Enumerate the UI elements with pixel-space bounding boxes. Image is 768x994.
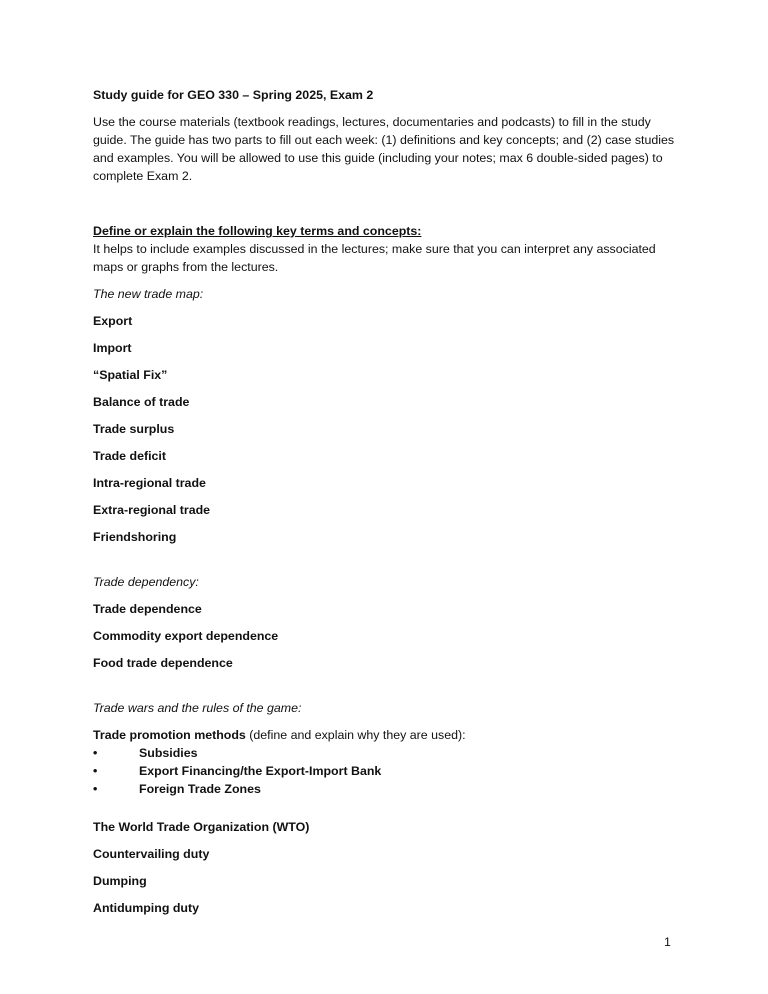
bullet-text: Subsidies <box>139 746 198 760</box>
bullet-text: Foreign Trade Zones <box>139 782 261 796</box>
term-countervailing-duty: Countervailing duty <box>93 847 210 861</box>
term-friendshoring: Friendshoring <box>93 530 177 544</box>
subhead-trade-map: The new trade map: <box>93 287 204 301</box>
term-trade-dependence: Trade dependence <box>93 602 202 616</box>
trade-promotion-note: (define and explain why they are used): <box>245 728 466 742</box>
term-extra-regional-trade: Extra-regional trade <box>93 503 211 517</box>
page-number: 1 <box>664 935 671 949</box>
section-note: It helps to include examples discussed in the lectures; make sure that you can interpret any associated maps or graphs from the lectures. <box>93 242 656 274</box>
page-content <box>93 86 683 926</box>
bullet-text: Export Financing/the Export-Import Bank <box>139 764 382 778</box>
spacer <box>93 681 683 699</box>
trade-promotion-line <box>93 726 683 744</box>
term-dumping: Dumping <box>93 874 147 888</box>
term-antidumping-duty: Antidumping duty <box>93 901 199 915</box>
term-intra-regional-trade: Intra-regional trade <box>93 476 206 490</box>
subhead-trade-dependency: Trade dependency: <box>93 575 199 589</box>
spacer <box>93 555 683 573</box>
bullet-icon: • <box>93 746 98 760</box>
term-food-trade-dependence: Food trade dependence <box>93 656 233 670</box>
bullet-list <box>93 744 683 798</box>
bullet-icon: • <box>93 782 98 796</box>
term-trade-surplus: Trade surplus <box>93 422 175 436</box>
term-balance-of-trade: Balance of trade <box>93 395 190 409</box>
section-heading: Define or explain the following key terms and concepts: <box>93 224 422 238</box>
document-title: Study guide for GEO 330 – Spring 2025, Exam 2 <box>93 88 374 102</box>
list-item <box>93 744 683 762</box>
term-spatial-fix: “Spatial Fix” <box>93 368 168 382</box>
subhead-trade-wars: Trade wars and the rules of the game: <box>93 701 302 715</box>
term-export: Export <box>93 314 133 328</box>
term-import: Import <box>93 341 132 355</box>
list-item <box>93 762 683 780</box>
term-trade-promotion-methods: Trade promotion methods <box>93 728 246 742</box>
term-commodity-export-dependence: Commodity export dependence <box>93 629 279 643</box>
bullet-icon: • <box>93 764 98 778</box>
term-wto: The World Trade Organization (WTO) <box>93 820 310 834</box>
term-trade-deficit: Trade deficit <box>93 449 166 463</box>
intro-paragraph: Use the course materials (textbook readings, lectures, documentaries and podcasts) to fill in the study guide. The guide has two parts to fill out each week: (1) definitions and key concepts; and (2) case studies and examples. You will be allowed to use this guide (including your notes; max 6 double-sided pages) to complete Exam 2. <box>93 115 675 183</box>
list-item <box>93 780 683 798</box>
